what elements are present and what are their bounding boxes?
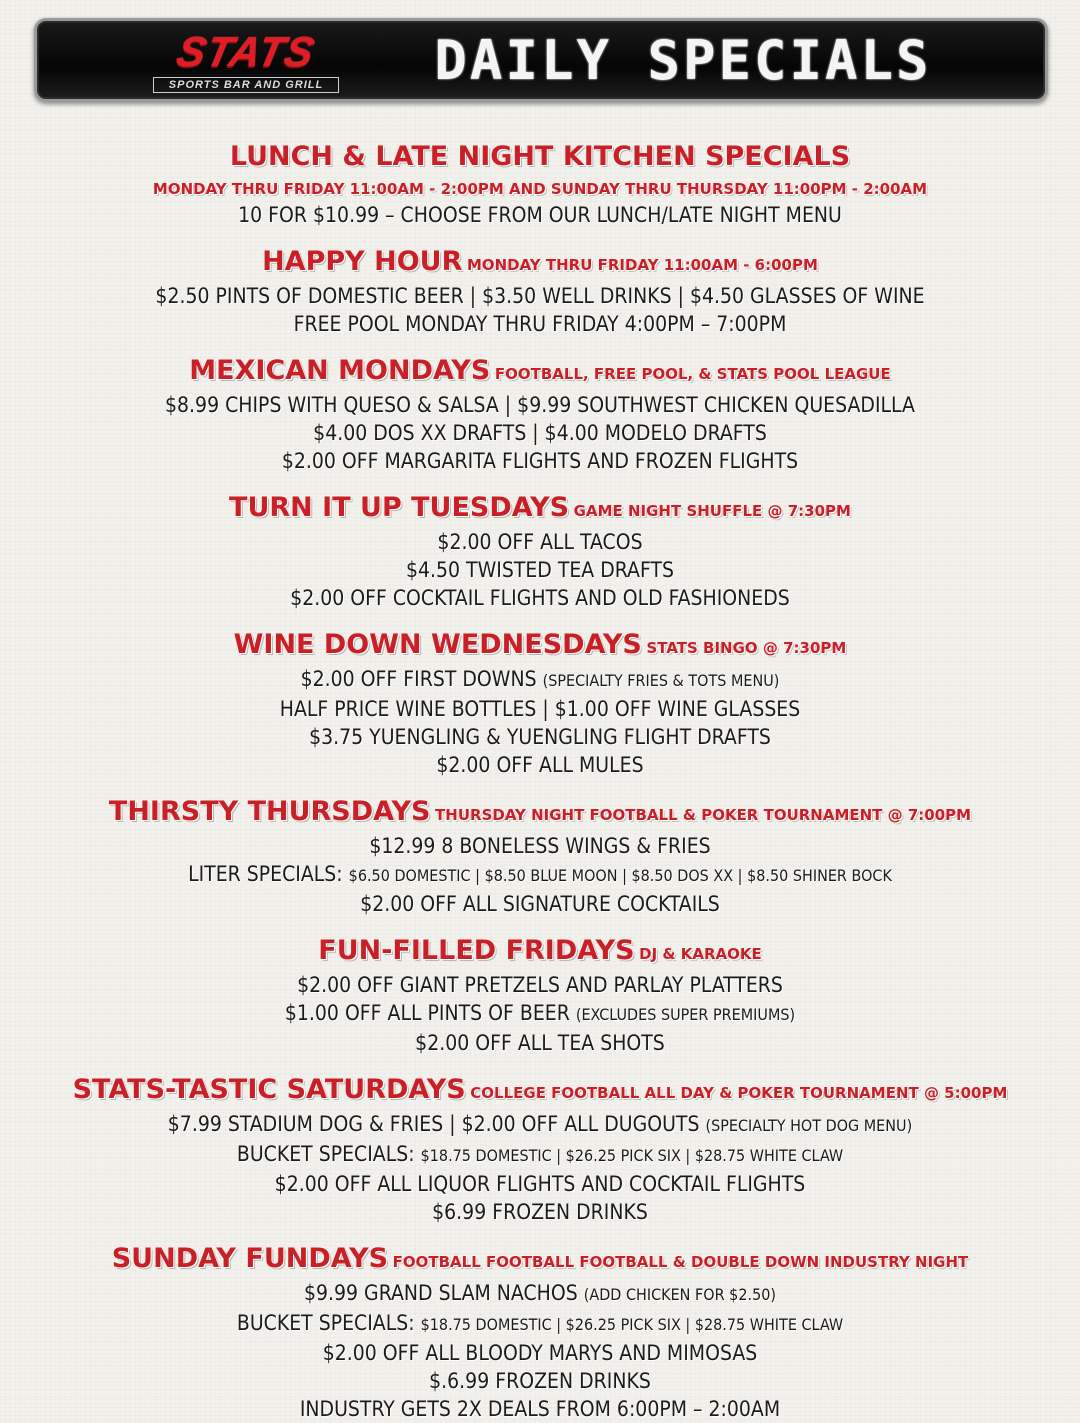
section-wednesdays: [0, 628, 1080, 779]
special-line: $4.00 DOS XX DRAFTS | $4.00 MODELO DRAFTS: [313, 421, 767, 445]
special-line: $7.99 STADIUM DOG & FRIES | $2.00 OFF ALL DUGOUTS (SPECIALTY HOT DOG MENU): [167, 1112, 913, 1136]
special-line: FREE POOL MONDAY THRU FRIDAY 4:00PM – 7:00PM: [293, 312, 787, 336]
specials-list: [0, 140, 1080, 1423]
line-note: $6.50 DOMESTIC | $8.50 BLUE MOON | $8.50 DOS XX | $8.50 SHINER BOCK: [348, 866, 892, 885]
special-line: $2.00 OFF ALL BLOODY MARYS AND MIMOSAS: [322, 1341, 758, 1365]
line-note: (EXCLUDES SUPER PREMIUMS): [575, 1005, 796, 1024]
special-line: $2.00 OFF ALL TEA SHOTS: [415, 1031, 665, 1055]
header-banner: [34, 18, 1048, 102]
section-subtitle: DJ & KARAOKE: [639, 945, 762, 963]
special-line: $2.00 OFF MARGARITA FLIGHTS AND FROZEN FLIGHTS: [281, 449, 799, 473]
section-subtitle: MONDAY THRU FRIDAY 11:00AM - 2:00PM AND SUNDAY THRU THURSDAY 11:00PM - 2:00AM: [152, 180, 928, 198]
section-subtitle: FOOTBALL, FREE POOL, & STATS POOL LEAGUE: [494, 365, 891, 383]
section-subtitle: MONDAY THRU FRIDAY 11:00AM - 6:00PM: [466, 256, 818, 274]
logo-wordmark: STATS: [172, 28, 320, 75]
special-line: $6.99 FROZEN DRINKS: [432, 1200, 648, 1224]
section-saturdays: [0, 1073, 1080, 1226]
special-line: $2.00 OFF COCKTAIL FLIGHTS AND OLD FASHIONEDS: [290, 586, 790, 610]
section-happy-hour: [0, 245, 1080, 338]
special-line: BUCKET SPECIALS: $18.75 DOMESTIC | $26.25 PICK SIX | $28.75 WHITE CLAW: [236, 1142, 844, 1166]
special-line: $3.75 YUENGLING & YUENGLING FLIGHT DRAFTS: [309, 725, 771, 749]
section-title: MEXICAN MONDAYS: [189, 355, 491, 386]
special-line: $2.00 OFF ALL SIGNATURE COCKTAILS: [360, 892, 720, 916]
line-note: $18.75 DOMESTIC | $26.25 PICK SIX | $28.75 WHITE CLAW: [420, 1315, 844, 1334]
section-fridays: [0, 934, 1080, 1057]
special-line: 10 FOR $10.99 – CHOOSE FROM OUR LUNCH/LATE NIGHT MENU: [238, 203, 842, 227]
line-note: (SPECIALTY HOT DOG MENU): [705, 1116, 913, 1135]
section-subtitle: FOOTBALL FOOTBALL FOOTBALL & DOUBLE DOWN INDUSTRY NIGHT: [392, 1253, 969, 1271]
line-note: $18.75 DOMESTIC | $26.25 PICK SIX | $28.75 WHITE CLAW: [420, 1146, 844, 1165]
section-title: HAPPY HOUR: [262, 246, 463, 277]
section-sundays: [0, 1242, 1080, 1423]
special-line: $.6.99 FROZEN DRINKS: [429, 1369, 651, 1393]
special-line: $2.00 OFF ALL MULES: [436, 753, 644, 777]
special-line: BUCKET SPECIALS: $18.75 DOMESTIC | $26.25 PICK SIX | $28.75 WHITE CLAW: [236, 1311, 844, 1335]
special-line: $1.00 OFF ALL PINTS OF BEER (EXCLUDES SUPER PREMIUMS): [284, 1001, 796, 1025]
section-title: FUN-FILLED FRIDAYS: [318, 935, 635, 966]
page-title: DAILY SPECIALS: [434, 29, 932, 92]
section-title: STATS-TASTIC SATURDAYS: [72, 1074, 466, 1105]
stats-logo: [151, 29, 341, 95]
section-subtitle: THURSDAY NIGHT FOOTBALL & POKER TOURNAMENT @ 7:00PM: [435, 806, 972, 824]
special-line: $2.00 OFF ALL LIQUOR FLIGHTS AND COCKTAIL FLIGHTS: [274, 1172, 806, 1196]
special-line: $4.50 TWISTED TEA DRAFTS: [405, 558, 675, 582]
section-thursdays: [0, 795, 1080, 918]
line-note: (SPECIALTY FRIES & TOTS MENU): [542, 671, 780, 690]
special-line: HALF PRICE WINE BOTTLES | $1.00 OFF WINE GLASSES: [279, 697, 801, 721]
section-title: WINE DOWN WEDNESDAYS: [233, 629, 642, 660]
section-title: THIRSTY THURSDAYS: [108, 796, 431, 827]
special-line: $2.00 OFF ALL TACOS: [437, 530, 643, 554]
section-mexican-mondays: [0, 354, 1080, 475]
section-title: TURN IT UP TUESDAYS: [229, 492, 570, 523]
special-line: $12.99 8 BONELESS WINGS & FRIES: [369, 834, 711, 858]
special-line: $2.00 OFF FIRST DOWNS (SPECIALTY FRIES & TOTS MENU): [300, 667, 780, 691]
logo-tagline: SPORTS BAR AND GRILL: [153, 77, 339, 93]
section-subtitle: STATS BINGO @ 7:30PM: [646, 639, 847, 657]
special-line: $2.50 PINTS OF DOMESTIC BEER | $3.50 WELL DRINKS | $4.50 GLASSES OF WINE: [155, 284, 925, 308]
special-line: $8.99 CHIPS WITH QUESO & SALSA | $9.99 SOUTHWEST CHICKEN QUESADILLA: [165, 393, 915, 417]
special-line: INDUSTRY GETS 2X DEALS FROM 6:00PM – 2:00AM: [299, 1397, 781, 1421]
line-note: (ADD CHICKEN FOR $2.50): [583, 1285, 776, 1304]
special-line: LITER SPECIALS: $6.50 DOMESTIC | $8.50 BLUE MOON | $8.50 DOS XX | $8.50 SHINER BOCK: [188, 862, 892, 886]
section-title: SUNDAY FUNDAYS: [111, 1243, 389, 1274]
special-line: $9.99 GRAND SLAM NACHOS (ADD CHICKEN FOR $2.50): [303, 1281, 776, 1305]
section-tuesdays: [0, 491, 1080, 612]
section-subtitle: COLLEGE FOOTBALL ALL DAY & POKER TOURNAMENT @ 5:00PM: [470, 1084, 1008, 1102]
section-lunch-late-night: [0, 140, 1080, 229]
section-subtitle: GAME NIGHT SHUFFLE @ 7:30PM: [573, 502, 851, 520]
section-title: LUNCH & LATE NIGHT KITCHEN SPECIALS: [229, 141, 851, 172]
special-line: $2.00 OFF GIANT PRETZELS AND PARLAY PLATTERS: [297, 973, 783, 997]
